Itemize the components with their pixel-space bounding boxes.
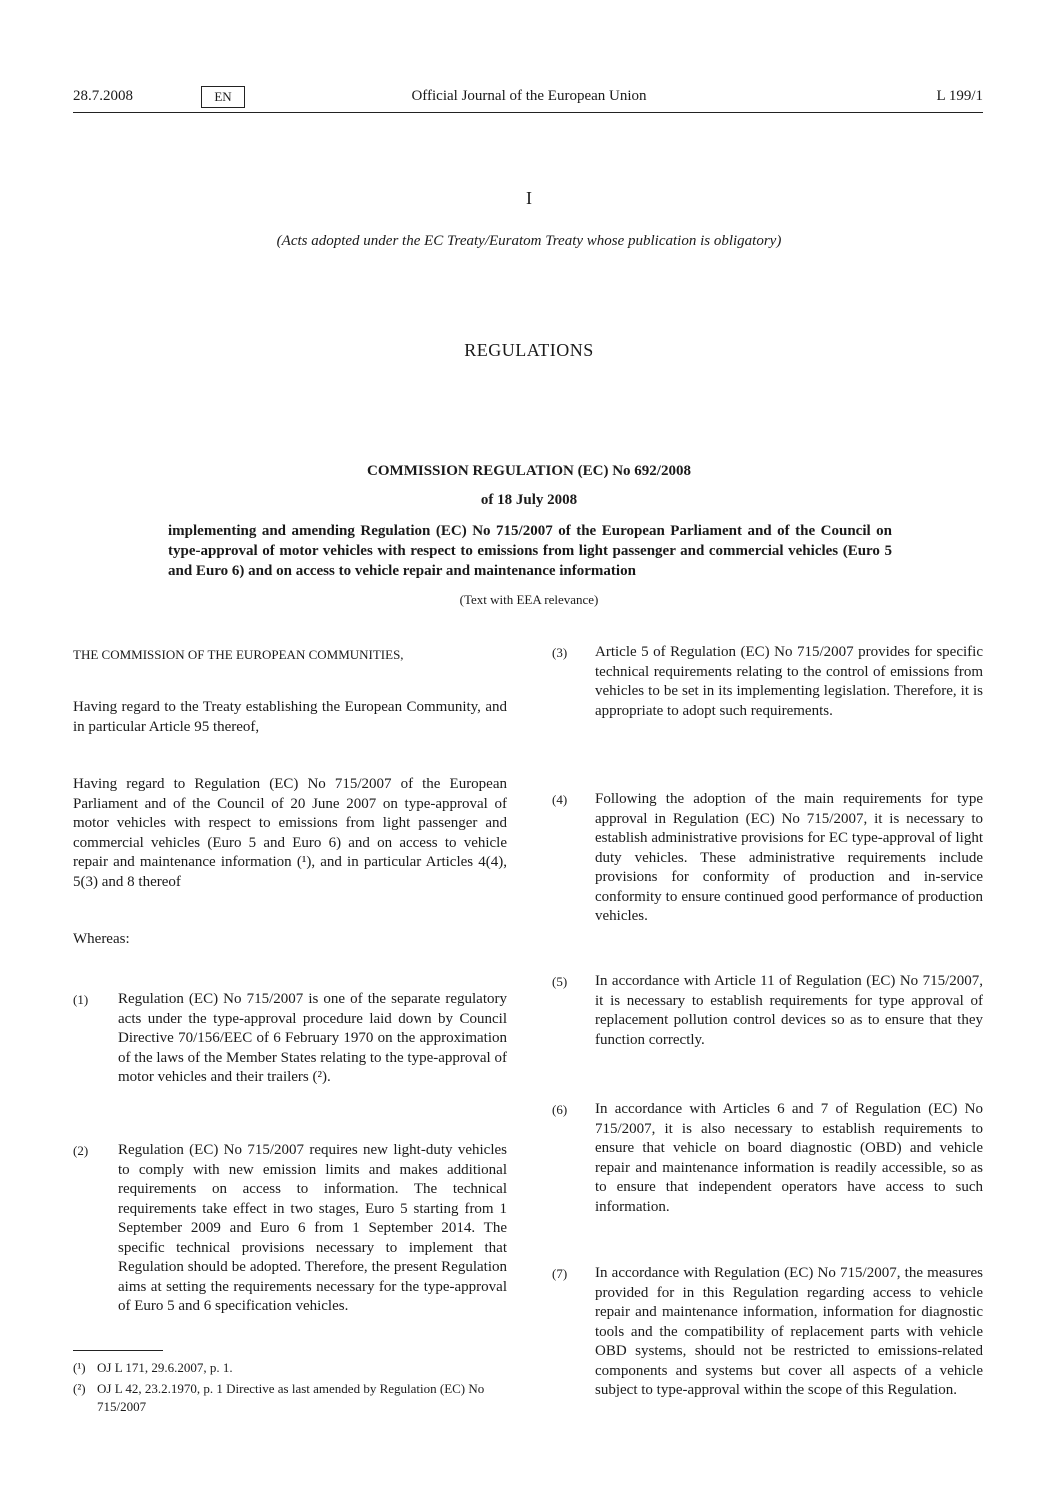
header-date: 28.7.2008 xyxy=(73,88,133,104)
recital-number: (2) xyxy=(73,1143,89,1158)
language-badge: EN xyxy=(201,86,245,108)
recital-text: Regulation (EC) No 715/2007 requires new light-duty vehicles to comply with new emission limits and makes additional requirements on access to information. The technical requirements take effect in two stages, Euro 5 starting from 1 September 2009 and Euro 6 from 1 September 2014. The specific technical provisions necessary to implement that Regulation should be adopted. Therefore, the present Regulation aims at setting the requirements necessary for the type-approval of Euro 5 and 6 specification vehicles. xyxy=(118,1142,507,1314)
regulation-date: of 18 July 2008 xyxy=(480,492,578,508)
footnote-text: OJ L 171, 29.6.2007, p. 1. xyxy=(97,1360,233,1375)
recital-number: (1) xyxy=(73,992,89,1007)
recital-text: Article 5 of Regulation (EC) No 715/2007 provides for specific technical requirements relating to the control of emissions from vehicles to be set in its implementing legislation. Therefore, it is appropriate to adopt such requirements. xyxy=(595,644,983,719)
recital-number: (5) xyxy=(552,974,568,989)
eea-relevance: (Text with EEA relevance) xyxy=(459,592,599,607)
preamble-regulation-reference: Having regard to Regulation (EC) No 715/2007 of the European Parliament and of the Council of 20 June 2007 on type-approval of motor vehicles with respect to emissions from light passenger and commercial vehicles (Euro 5 and Euro 6) and on access to vehicle repair and maintenance information (¹), and in particular Articles 4(4), 5(3) and 8 thereof xyxy=(73,776,507,890)
recital-text: Following the adoption of the main requirements for type approval in Regulation (EC) No 715/2007, it is necessary to establish administrative provisions for EC type-approval of light duty vehicles. These administrative requirements include provisions for conformity of production and in-service conformity to ensure continued good performance of production vehicles. xyxy=(595,791,983,924)
preamble-commission: THE COMMISSION OF THE EUROPEAN COMMUNITIES, xyxy=(73,647,404,662)
recital-number: (4) xyxy=(552,792,568,807)
journal-title: Official Journal of the European Union xyxy=(411,88,647,104)
preamble-treaty: Having regard to the Treaty establishing the European Community, and in particular Article 95 thereof, xyxy=(73,699,507,735)
page-reference: L 199/1 xyxy=(936,88,983,104)
section-title: REGULATIONS xyxy=(464,340,594,360)
footnote-mark: (²) xyxy=(73,1381,86,1396)
preamble-whereas: Whereas: xyxy=(73,931,130,947)
recital-number: (3) xyxy=(552,645,568,660)
regulation-title: COMMISSION REGULATION (EC) No 692/2008 xyxy=(367,463,691,479)
recital-number: (7) xyxy=(552,1266,568,1281)
recital-text: In accordance with Articles 6 and 7 of Regulation (EC) No 715/2007, it is also necessary to establish requirements to ensure that vehicle on board diagnostic (OBD) and vehicle repair and maintenance information is readily accessible, so as to ensure that independent operators have access to such information. xyxy=(595,1101,983,1215)
recital-text: Regulation (EC) No 715/2007 is one of the separate regulatory acts under the type-approval procedure laid down by Council Directive 70/156/EEC of 6 February 1970 on the approximation of the laws of the Member States relating to the type-approval of motor vehicles and their trailers (²). xyxy=(118,991,507,1085)
footnote-text: OJ L 42, 23.2.1970, p. 1 Directive as last amended by Regulation (EC) No 715/2007 xyxy=(97,1381,485,1414)
regulation-subject: implementing and amending Regulation (EC) No 715/2007 of the European Parliament and of the Council on type-approval of motor vehicles with respect to emissions from light passenger and commercial vehicles (Euro 5 and Euro 6) and on access to vehicle repair and maintenance information xyxy=(168,523,892,579)
recital-text: In accordance with Article 11 of Regulation (EC) No 715/2007, it is necessary to establish requirements for type approval of replacement pollution control devices so as to ensure that they function correctly. xyxy=(595,973,983,1048)
footnote-mark: (¹) xyxy=(73,1360,86,1375)
footnote-divider xyxy=(73,1350,163,1351)
recital-text: In accordance with Regulation (EC) No 715/2007, the measures provided for in this Regulation regarding access to vehicle repair and maintenance information, information for diagnostic tools and the compatibility of replacement parts with vehicle OBD systems, should not be restricted to emissions-related components and systems but cover all aspects of a vehicle subject to type-approval within the scope of this Regulation. xyxy=(595,1265,983,1398)
recital-number: (6) xyxy=(552,1102,568,1117)
section-note: (Acts adopted under the EC Treaty/Euratom Treaty whose publication is obligatory) xyxy=(276,233,782,249)
section-number: I xyxy=(526,188,532,208)
header-divider xyxy=(73,112,983,113)
